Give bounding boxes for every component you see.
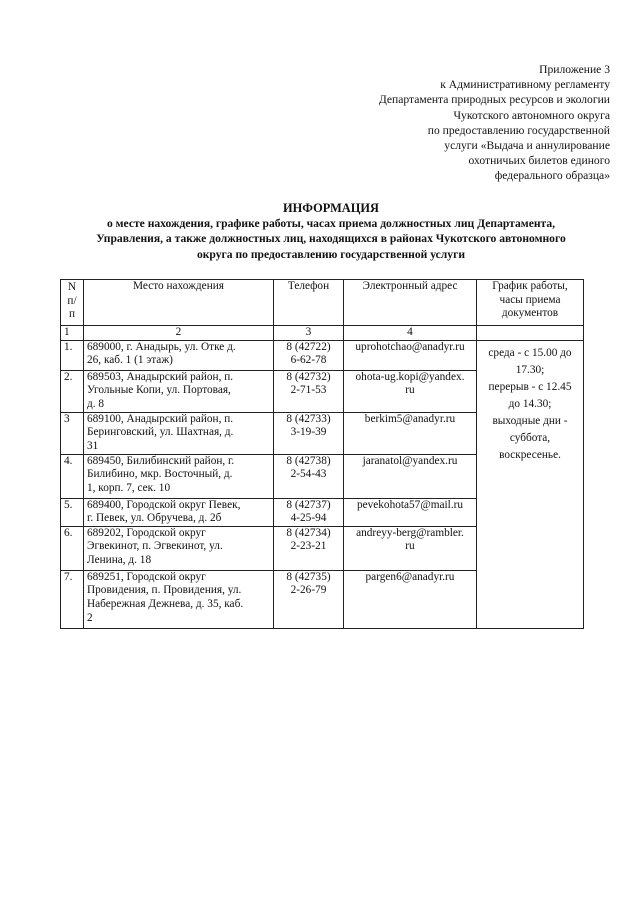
document-title: ИНФОРМАЦИЯ bbox=[283, 201, 379, 215]
row-email[interactable] bbox=[344, 454, 477, 498]
place-line: Беринговский, ул. Шахтная, д. bbox=[87, 426, 234, 439]
place-line: Билибино, мкр. Восточный, д. bbox=[87, 468, 233, 481]
appendix-line: Приложение 3 bbox=[539, 63, 610, 76]
email-line: jaranatol@yandex.ru bbox=[362, 454, 458, 467]
email-line: ru bbox=[405, 384, 415, 397]
schedule-cell bbox=[477, 340, 584, 628]
email-line: uprohotchao@anadyr.ru bbox=[355, 340, 465, 353]
row-phone bbox=[274, 412, 344, 454]
row-phone bbox=[274, 370, 344, 412]
place-line: 689503, Анадырский район, п. bbox=[87, 370, 234, 383]
phone-line: 2-71-53 bbox=[290, 384, 327, 397]
column-number: 3 bbox=[274, 326, 344, 341]
phone-line: 8 (42733) bbox=[286, 412, 331, 425]
place-line: 1, корп. 7, сек. 10 bbox=[87, 481, 171, 494]
place-line: Эгвекинот, п. Эгвекинот, ул. bbox=[87, 540, 223, 553]
document-subtitle-line: округа по предоставлению государственной услуги bbox=[196, 247, 466, 261]
row-place bbox=[84, 570, 274, 628]
row-number: 1. bbox=[61, 340, 84, 370]
row-place bbox=[84, 498, 274, 526]
schedule-line: суббота, bbox=[509, 431, 551, 444]
row-phone bbox=[274, 526, 344, 570]
row-number: 4. bbox=[61, 454, 84, 498]
schedule-line: до 14.30; bbox=[508, 397, 552, 410]
row-phone bbox=[274, 340, 344, 370]
phone-line: 8 (42734) bbox=[286, 526, 331, 539]
appendix-line: по предоставлению государственной bbox=[427, 123, 610, 137]
row-number: 5. bbox=[61, 498, 84, 526]
document-heading bbox=[40, 200, 622, 262]
row-place bbox=[84, 526, 274, 570]
phone-line: 8 (42737) bbox=[286, 498, 331, 511]
phone-line: 4-25-94 bbox=[290, 512, 327, 525]
row-number: 3 bbox=[61, 412, 84, 454]
schedule-line: среда - с 15.00 до bbox=[488, 346, 572, 359]
place-line: 689100, Анадырский район, п. bbox=[87, 412, 234, 425]
place-line: Набережная Дежнева, д. 35, каб. bbox=[87, 597, 244, 610]
place-line: 689000, г. Анадырь, ул. Отке д. bbox=[87, 340, 236, 353]
row-email[interactable] bbox=[344, 412, 477, 454]
info-table bbox=[60, 279, 584, 629]
table-row bbox=[61, 340, 584, 370]
schedule-line: выходные дни - bbox=[492, 414, 568, 427]
document-subtitle-line: о месте нахождения, графике работы, часах приема должностных лиц Департамента, bbox=[106, 217, 556, 230]
header-number: N п/ п bbox=[61, 280, 84, 326]
place-line: 689450, Билибинский район, г. bbox=[87, 454, 235, 467]
row-phone bbox=[274, 454, 344, 498]
header-phone: Телефон bbox=[274, 280, 344, 326]
column-number: 1 bbox=[61, 326, 84, 341]
place-line: 689400, Городской округ Певек, bbox=[87, 498, 241, 511]
phone-line: 8 (42722) bbox=[286, 340, 331, 353]
row-number: 6. bbox=[61, 526, 84, 570]
phone-line: 2-54-43 bbox=[290, 468, 327, 481]
column-numbers-row bbox=[61, 326, 584, 341]
row-place bbox=[84, 454, 274, 498]
row-place bbox=[84, 340, 274, 370]
appendix-line: Чукотского автономного округа bbox=[453, 108, 610, 122]
place-line: Угольные Копи, ул. Портовая, bbox=[87, 384, 231, 397]
email-line: ru bbox=[405, 540, 415, 553]
phone-line: 3-19-39 bbox=[290, 426, 327, 439]
phone-line: 8 (42732) bbox=[286, 370, 331, 383]
row-email[interactable] bbox=[344, 370, 477, 412]
table-header-row bbox=[61, 280, 584, 326]
row-phone bbox=[274, 498, 344, 526]
appendix-line: федерального образца» bbox=[494, 169, 610, 183]
header-schedule: График работы, часы приема документов bbox=[477, 280, 584, 326]
appendix-line: охотничьих билетов единого bbox=[468, 154, 610, 168]
schedule-line: 17.30; bbox=[515, 363, 545, 376]
row-phone bbox=[274, 570, 344, 628]
email-line: andreyy-berg@rambler. bbox=[356, 526, 464, 539]
row-number: 2. bbox=[61, 370, 84, 412]
email-line: pevekohota57@mail.ru bbox=[356, 498, 464, 511]
document-subtitle-line: Управления, а также должностных лиц, находящихся в районах Чукотского автономного bbox=[96, 232, 566, 246]
place-line: 689251, Городской округ bbox=[87, 570, 206, 583]
phone-line: 2-23-21 bbox=[290, 540, 327, 553]
row-place bbox=[84, 412, 274, 454]
place-line: 26, каб. 1 (1 этаж) bbox=[87, 354, 173, 367]
row-number: 7. bbox=[61, 570, 84, 628]
column-number: 2 bbox=[84, 326, 274, 341]
email-line: berkim5@anadyr.ru bbox=[364, 412, 456, 425]
email-line: pargen6@anadyr.ru bbox=[365, 570, 455, 583]
email-line: ohota-ug.kopi@yandex. bbox=[355, 370, 465, 383]
schedule-line: воскресенье. bbox=[499, 448, 561, 461]
header-place: Место нахождения bbox=[84, 280, 274, 326]
header-email: Электронный адрес bbox=[344, 280, 477, 326]
place-line: 2 bbox=[87, 611, 93, 624]
column-number: 4 bbox=[344, 326, 477, 341]
row-email[interactable] bbox=[344, 340, 477, 370]
appendix-line: к Административному регламенту bbox=[440, 78, 610, 92]
phone-line: 8 (42735) bbox=[286, 570, 331, 583]
row-email[interactable] bbox=[344, 526, 477, 570]
appendix-line: Департамента природных ресурсов и экологии bbox=[378, 93, 610, 107]
phone-line: 6-62-78 bbox=[290, 354, 327, 367]
place-line: 31 bbox=[87, 439, 99, 452]
row-email[interactable] bbox=[344, 498, 477, 526]
place-line: Провидения, п. Провидения, ул. bbox=[87, 584, 242, 597]
column-number bbox=[477, 326, 584, 341]
place-line: Ленина, д. 18 bbox=[87, 553, 152, 566]
place-line: г. Певек, ул. Обручева, д. 2б bbox=[87, 512, 222, 525]
row-email[interactable] bbox=[344, 570, 477, 628]
schedule-line: перерыв - с 12.45 bbox=[488, 380, 572, 393]
phone-line: 8 (42738) bbox=[286, 454, 331, 467]
place-line: 689202, Городской округ bbox=[87, 526, 206, 539]
phone-line: 2-26-79 bbox=[290, 584, 327, 597]
appendix-note bbox=[290, 62, 610, 184]
appendix-line: услуги «Выдача и аннулирование bbox=[444, 139, 610, 153]
place-line: д. 8 bbox=[87, 397, 105, 410]
row-place bbox=[84, 370, 274, 412]
